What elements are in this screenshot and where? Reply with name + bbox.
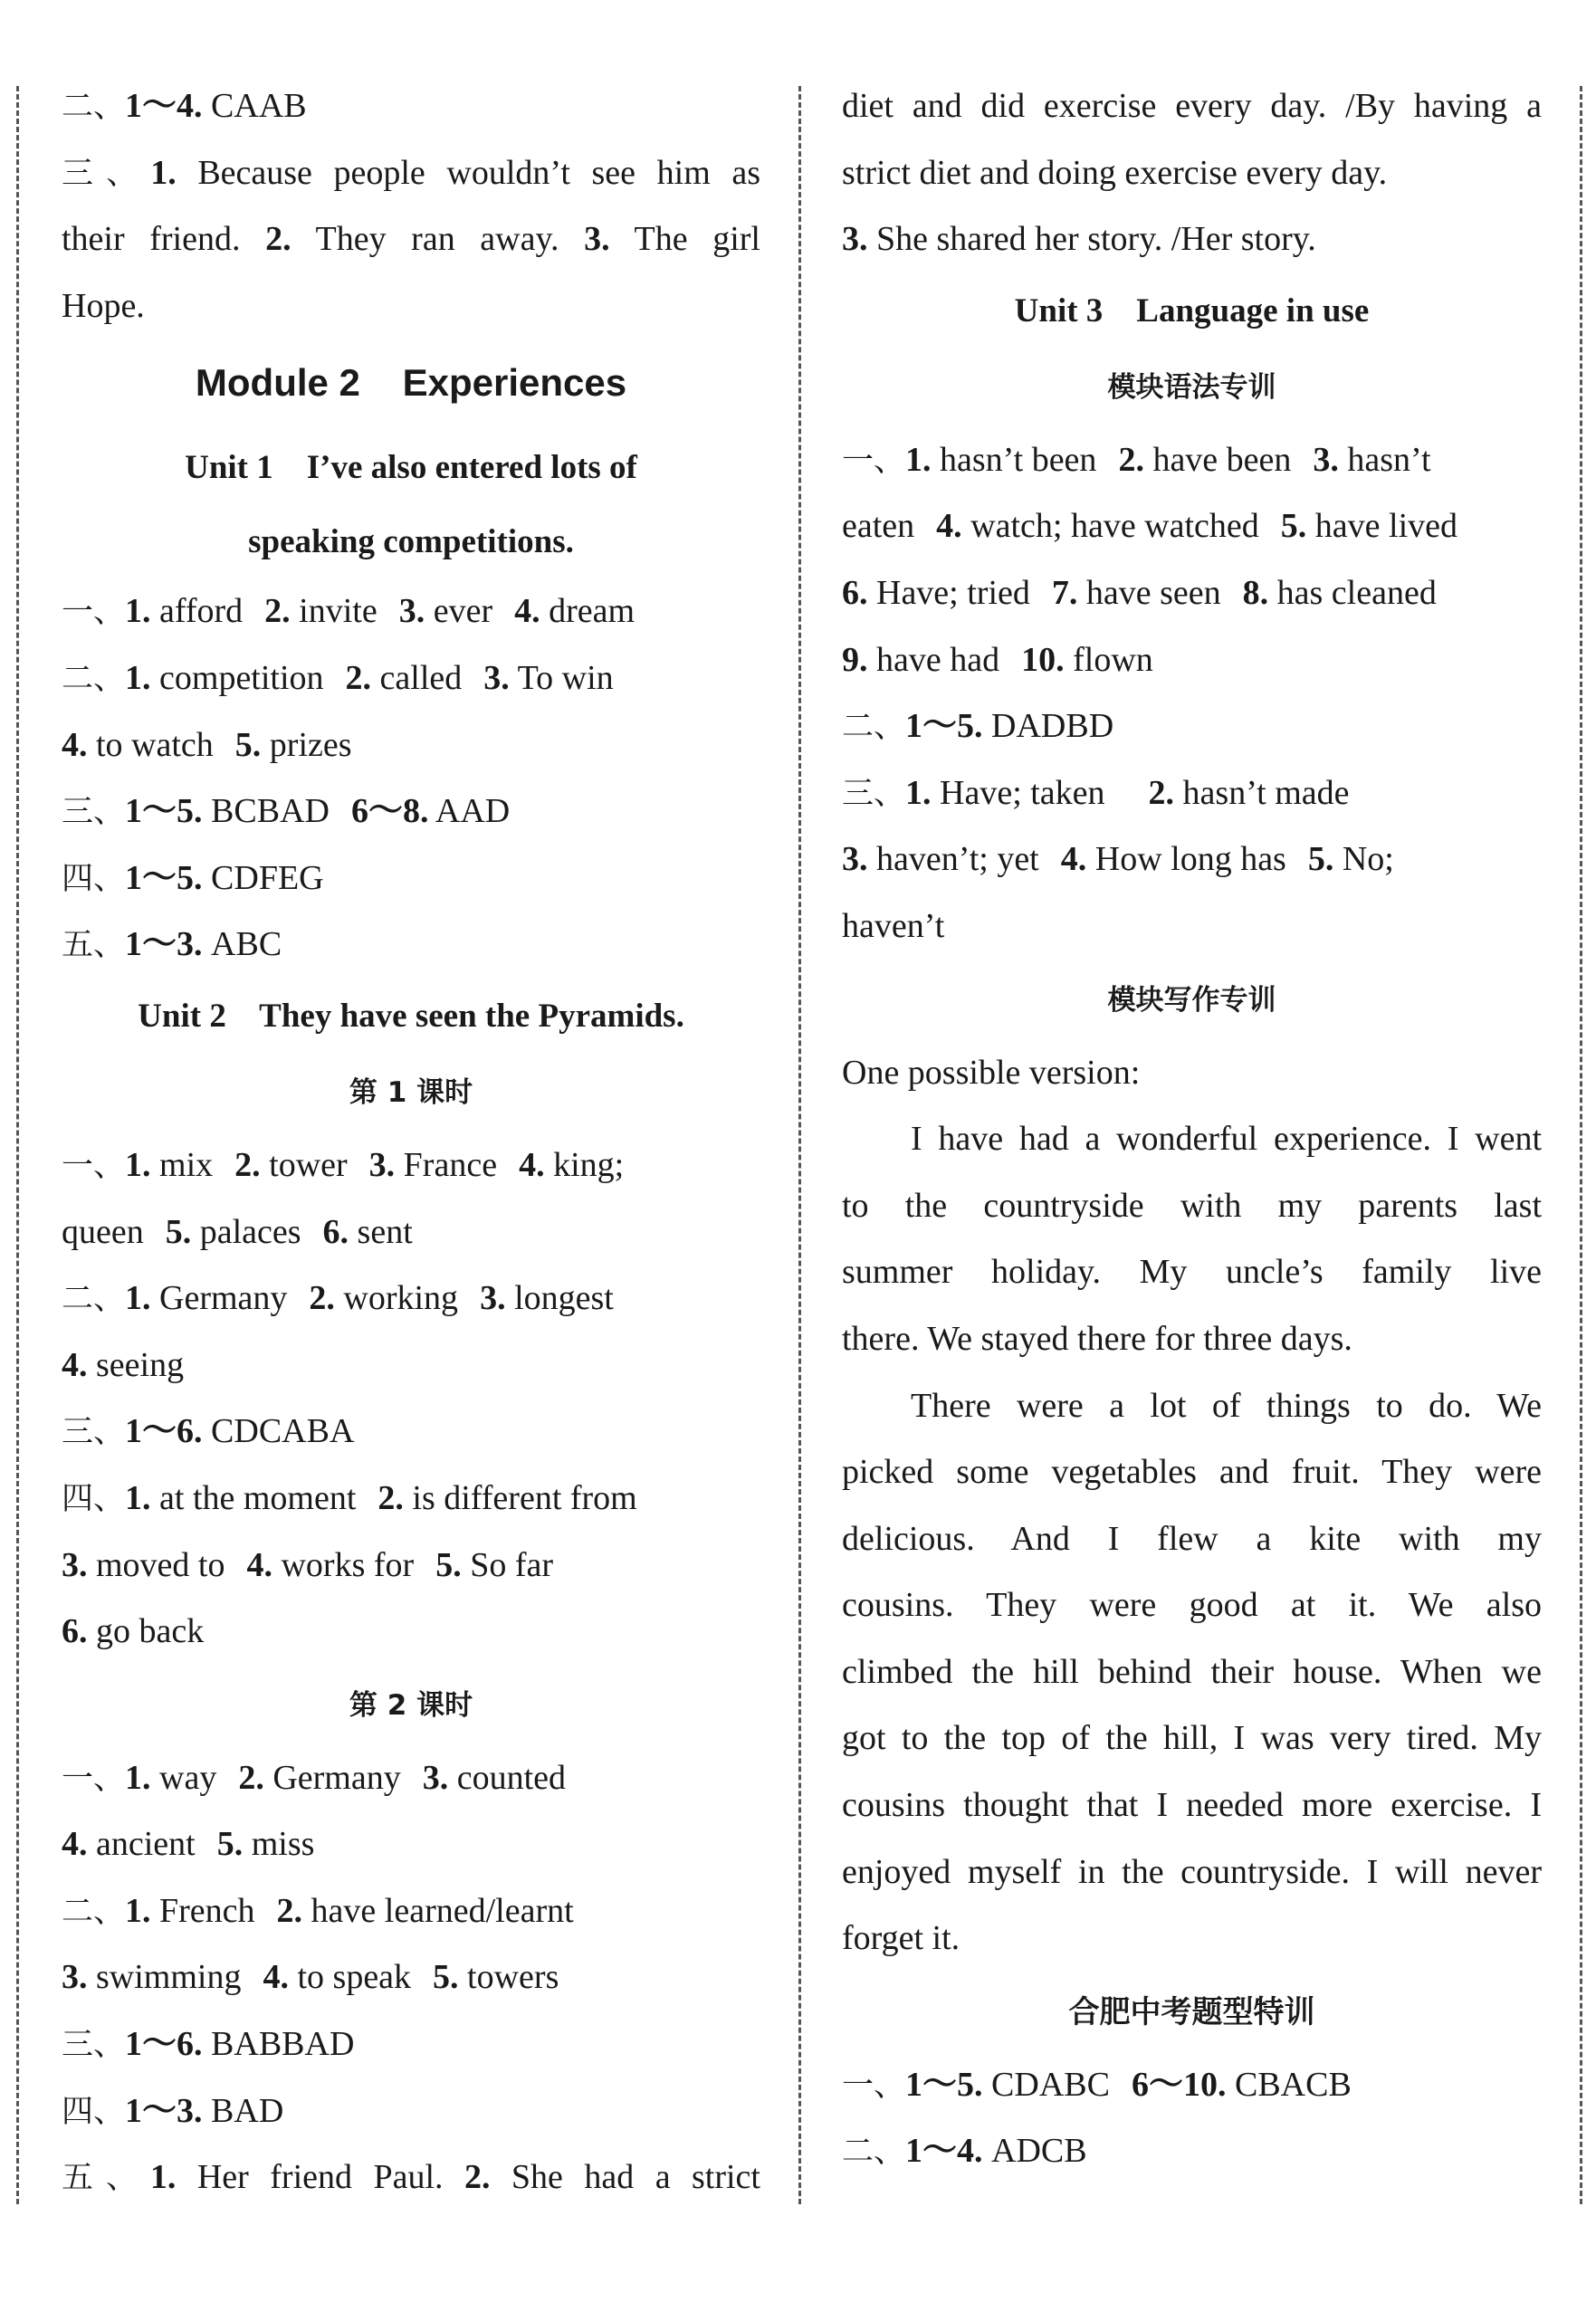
unit-title: Unit 3 Language in use: [1014, 291, 1370, 330]
section-heading: 模块写作专训: [1107, 983, 1276, 1017]
answer-line: 3. She shared her story. /Her story.: [842, 220, 1316, 259]
unit-title-continued: speaking competitions.: [248, 523, 574, 561]
essay-line: to the countryside with my parents last: [842, 1186, 1542, 1225]
essay-line: I have had a wonderful experience. I went: [911, 1120, 1542, 1159]
answer-line: 6. Have; tried 7. have seen 8. has cleaned: [842, 573, 1437, 612]
module-title: Module 2 Experiences: [195, 361, 627, 405]
essay-line: cousins thought that I needed more exercise. I: [842, 1786, 1542, 1825]
answer-line: 三、1～5. BCBAD 6～8. AAD: [62, 792, 511, 831]
answer-line: 二、1～5. DADBD: [842, 707, 1114, 746]
left-margin-dashed-line: [16, 86, 19, 2204]
answer-line: 9. have had 10. flown: [842, 640, 1153, 679]
center-column-dashed-line: [798, 86, 801, 2204]
answer-line: 三、1～6. CDCABA: [62, 1412, 355, 1451]
answer-line: 4. to watch 5. prizes: [62, 725, 352, 764]
essay-line: climbed the hill behind their house. When we: [842, 1652, 1542, 1691]
answer-line: 一、1. way 2. Germany 3. counted: [62, 1758, 567, 1797]
essay-line: got to the top of the hill, I was very tired. My: [842, 1719, 1542, 1758]
answer-line: 二、1. competition 2. called 3. To win: [62, 658, 614, 697]
answer-line: 3. moved to 4. works for 5. So far: [62, 1545, 553, 1584]
essay-line: enjoyed myself in the countryside. I will never: [842, 1852, 1542, 1891]
answer-line: their friend. 2. They ran away. 3. The girl: [62, 220, 760, 259]
answer-line: 二、1. French 2. have learned/learnt: [62, 1891, 574, 1930]
answer-line: 二、1～4. ADCB: [842, 2132, 1087, 2171]
right-margin-dashed-line: [1580, 86, 1582, 2204]
answer-line: 四、1～5. CDFEG: [62, 858, 324, 897]
answer-line: 四、1～3. BAD: [62, 2091, 284, 2130]
answer-line: 4. seeing: [62, 1345, 185, 1384]
answer-line: 四、1. at the moment 2. is different from: [62, 1478, 637, 1517]
answer-line: 4. ancient 5. miss: [62, 1825, 315, 1864]
answer-line: 一、1. afford 2. invite 3. ever 4. dream: [62, 592, 636, 631]
answer-line: 五、1. Her friend Paul. 2. She had a strict: [62, 2158, 760, 2197]
answer-line: 三、1. Because people wouldn’t see him as: [62, 153, 760, 192]
answer-line: queen 5. palaces 6. sent: [62, 1212, 413, 1251]
answer-line: 一、1. hasn’t been 2. have been 3. hasn’t: [842, 440, 1431, 479]
left-column: [62, 80, 760, 2218]
essay-line: delicious. And I flew a kite with my: [842, 1519, 1542, 1558]
answer-line: 二、1. Germany 2. working 3. longest: [62, 1279, 614, 1318]
answer-line: 三、1～6. BABBAD: [62, 2025, 355, 2064]
essay-line: picked some vegetables and fruit. They were: [842, 1453, 1542, 1492]
essay-line: there. We stayed there for three days.: [842, 1319, 1352, 1358]
section-heading: 模块语法专训: [1107, 370, 1276, 404]
answer-line: diet and did exercise every day. /By having a: [842, 87, 1542, 125]
answer-line: 三、1. Have; taken 2. hasn’t made: [842, 773, 1350, 812]
answer-line: haven’t: [842, 906, 945, 945]
unit-title: Unit 2 They have seen the Pyramids.: [138, 997, 684, 1035]
right-column: [842, 80, 1542, 2192]
answer-line: 二、1～4. CAAB: [62, 87, 307, 125]
answer-line: 五、1～3. ABC: [62, 925, 282, 964]
essay-line: There were a lot of things to do. We: [911, 1386, 1542, 1425]
answer-line: 一、1. mix 2. tower 3. France 4. king;: [62, 1145, 625, 1184]
answer-line: strict diet and doing exercise every day.: [842, 153, 1388, 192]
section-heading: 合肥中考题型特训: [1068, 1993, 1315, 2030]
answer-line: 6. go back: [62, 1612, 205, 1651]
answer-line: eaten 4. watch; have watched 5. have lived: [842, 507, 1457, 546]
lesson-heading: 第 2 课时: [349, 1688, 473, 1722]
answer-line: Hope.: [62, 286, 145, 325]
answer-line: 一、1～5. CDABC 6～10. CBACB: [842, 2065, 1352, 2104]
answer-line: 3. haven’t; yet 4. How long has 5. No;: [842, 840, 1394, 879]
essay-line: cousins. They were good at it. We also: [842, 1586, 1542, 1625]
essay-line: summer holiday. My uncle’s family live: [842, 1253, 1542, 1292]
lesson-heading: 第 1 课时: [349, 1075, 473, 1109]
unit-title: Unit 1 I’ve also entered lots of: [185, 449, 637, 487]
essay-line: One possible version:: [842, 1053, 1141, 1092]
essay-line: forget it.: [842, 1919, 960, 1958]
answer-line: 3. swimming 4. to speak 5. towers: [62, 1958, 559, 1997]
